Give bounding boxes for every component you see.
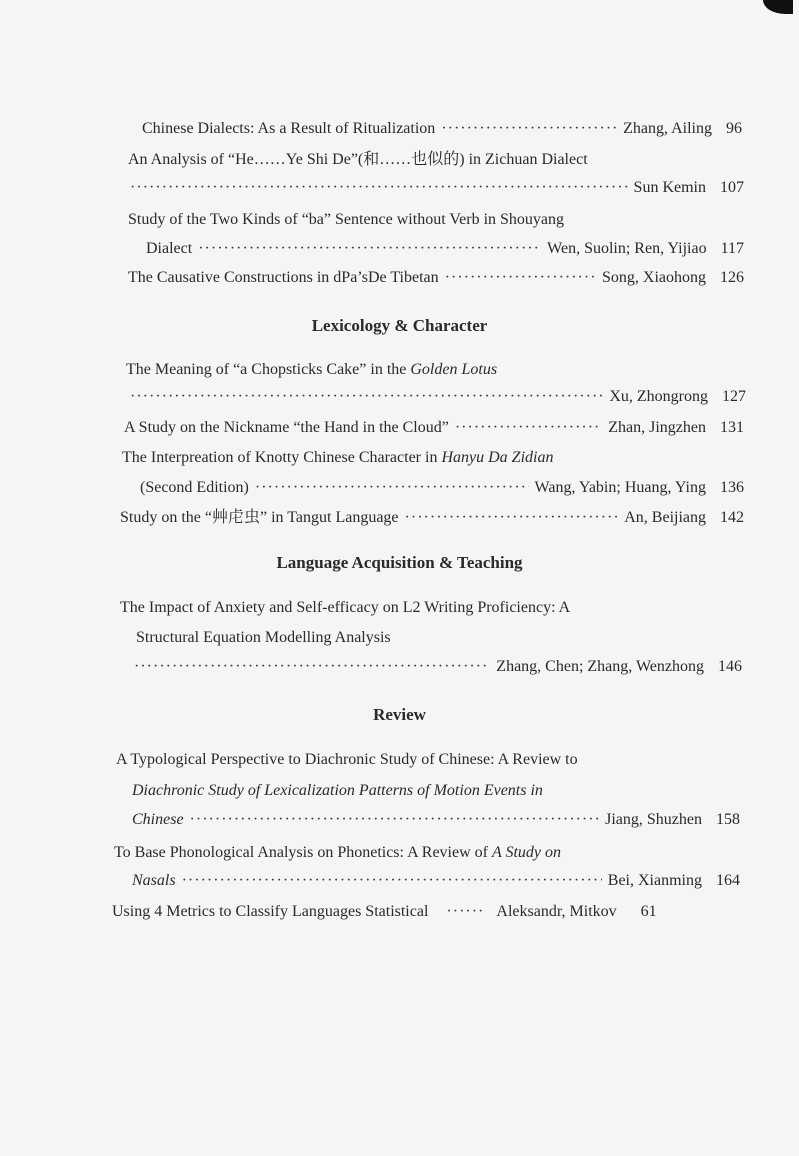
entry-title bbox=[126, 360, 497, 380]
entry-title bbox=[122, 448, 553, 468]
entry-page-number: 146 bbox=[718, 658, 742, 675]
entry-page-number: 96 bbox=[726, 120, 742, 137]
toc-entry[interactable] bbox=[134, 657, 742, 677]
entry-page-number: 158 bbox=[716, 811, 740, 828]
leader-dots bbox=[198, 239, 541, 259]
leader-dots bbox=[182, 871, 602, 891]
section-heading: Language Acquisition & Teaching bbox=[276, 553, 523, 572]
entry-title: Study on the “⾋⾌⾍” in Tangut Language bbox=[120, 509, 399, 526]
entry-author: Aleksandr, Mitkov bbox=[496, 903, 617, 920]
toc-entry[interactable] bbox=[132, 810, 740, 830]
leader-dots bbox=[255, 478, 529, 498]
entry-title-continued: Structural Equation Modelling Analysis bbox=[136, 629, 391, 646]
entry-author: Zhan, Jingzhen bbox=[608, 419, 706, 436]
entry-author: Jiang, Shuzhen bbox=[605, 811, 702, 828]
entry-page-number: 131 bbox=[720, 419, 744, 436]
leader-dots bbox=[130, 387, 603, 407]
toc-entry[interactable] bbox=[140, 478, 744, 498]
entry-author: Zhang, Ailing bbox=[623, 120, 712, 137]
entry-title-italic: A Study on bbox=[491, 844, 561, 861]
toc-entry[interactable] bbox=[130, 387, 746, 407]
leader-dots bbox=[130, 178, 628, 198]
entry-author: Wang, Yabin; Huang, Ying bbox=[534, 479, 706, 496]
entry-author: Wen, Suolin; Ren, Yijiao bbox=[547, 240, 707, 257]
entry-title: Chinese Dialects: As a Result of Ritualization bbox=[142, 120, 436, 137]
entry-title-italic: Golden Lotus bbox=[410, 361, 498, 378]
entry-title: A Typological Perspective to Diachronic Study of Chinese: A Review to bbox=[116, 751, 578, 768]
entry-title-text: To Base Phonological Analysis on Phonetics: A Review of bbox=[114, 844, 492, 861]
entry-author: Song, Xiaohong bbox=[602, 269, 706, 286]
entry-title-text: The Meaning of “a Chopsticks Cake” in the bbox=[126, 361, 411, 378]
entry-title-continued: Dialect bbox=[146, 240, 193, 257]
entry-page-number: 164 bbox=[716, 872, 740, 889]
entry-title-text: The Interpreation of Knotty Chinese Character in bbox=[122, 449, 442, 466]
toc-entry[interactable] bbox=[120, 508, 744, 528]
entry-title bbox=[114, 843, 561, 863]
entry-author: An, Beijiang bbox=[624, 509, 706, 526]
entry-title-continued: (Second Edition) bbox=[140, 479, 249, 496]
entry-title: An Analysis of “He……Ye Shi De”(和……也似的) in Zichuan Dialect bbox=[128, 151, 588, 168]
entry-title: Using 4 Metrics to Classify Languages Statistical bbox=[112, 903, 429, 920]
entry-title: A Study on the Nickname “the Hand in the Cloud” bbox=[124, 419, 449, 436]
entry-page-number: 136 bbox=[720, 479, 744, 496]
leader-dots bbox=[445, 268, 596, 288]
entry-title: The Causative Constructions in dPa’sDe Tibetan bbox=[128, 269, 439, 286]
entry-title: Study of the Two Kinds of “ba” Sentence without Verb in Shouyang bbox=[128, 211, 565, 228]
entry-author: Sun Kemin bbox=[633, 179, 706, 196]
leader-dots bbox=[190, 810, 600, 830]
toc-entry[interactable] bbox=[142, 119, 742, 139]
toc-entry[interactable] bbox=[132, 871, 740, 891]
entry-title-italic-line bbox=[132, 781, 543, 801]
entry-title-continued: Chinese bbox=[132, 811, 184, 828]
leader-dots bbox=[134, 657, 490, 677]
entry-page-number: 117 bbox=[720, 240, 744, 257]
entry-page-number: 61 bbox=[640, 903, 657, 920]
leader-dots bbox=[405, 508, 619, 528]
entry-page-number: 142 bbox=[720, 509, 744, 526]
leader-dots bbox=[446, 902, 486, 922]
entry-title-continued: Nasals bbox=[132, 872, 176, 889]
entry-title-italic: Hanyu Da Zidian bbox=[441, 449, 554, 466]
toc-entry[interactable] bbox=[130, 178, 744, 198]
toc-entry[interactable] bbox=[112, 902, 738, 922]
leader-dots bbox=[441, 119, 617, 139]
entry-author: Zhang, Chen; Zhang, Wenzhong bbox=[496, 658, 704, 675]
entry-author: Bei, Xianming bbox=[607, 872, 702, 889]
leader-dots bbox=[455, 418, 602, 438]
section-heading: Lexicology & Character bbox=[311, 316, 488, 335]
toc-entry[interactable] bbox=[128, 268, 744, 288]
entry-page-number: 126 bbox=[720, 269, 744, 286]
entry-title-italic: Diachronic Study of Lexicalization Patterns of Motion Events in bbox=[132, 782, 543, 799]
toc-entry[interactable] bbox=[124, 418, 744, 438]
entry-author: Xu, Zhongrong bbox=[609, 388, 708, 405]
section-heading: Review bbox=[373, 705, 426, 724]
entry-title: The Impact of Anxiety and Self-efficacy on L2 Writing Proficiency: A bbox=[120, 599, 571, 616]
entry-page-number: 127 bbox=[722, 388, 746, 405]
entry-page-number: 107 bbox=[720, 179, 744, 196]
toc-entry[interactable] bbox=[146, 239, 744, 259]
